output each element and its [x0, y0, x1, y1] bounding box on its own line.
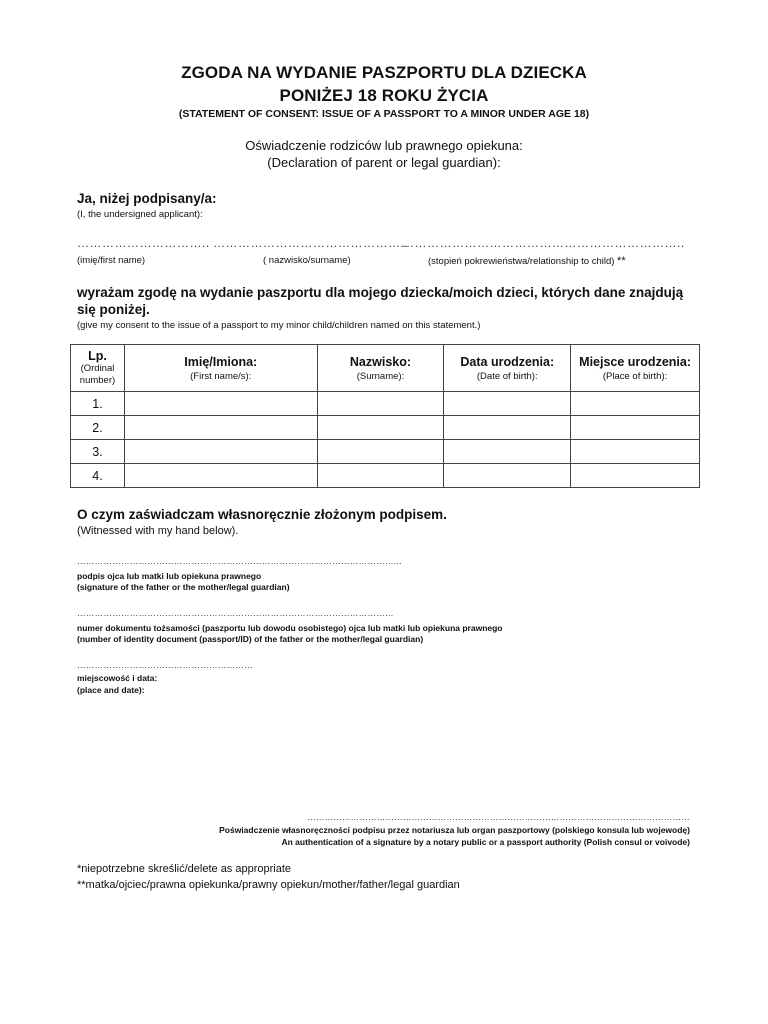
title-subtitle: (STATEMENT OF CONSENT: ISSUE OF A PASSPORT TO A MINOR UNDER AGE 18) [178, 108, 590, 120]
table-row [71, 416, 700, 440]
authentication-line-1: Poświadczenie własnoręczności podpisu przez notariusza lub organ paszportowy (polskiego konsula lub wojewodę) [219, 825, 690, 835]
row-number: 3. [71, 440, 125, 464]
cell-first-name[interactable] [124, 440, 317, 464]
table-row [71, 440, 700, 464]
cell-date-of-birth[interactable] [444, 440, 571, 464]
consent-line-1: wyrażam zgodę na wydanie paszportu dla mojego dziecka/moich dzieci, których dane znajdują [77, 285, 684, 300]
first-name-label: (imię/first name) [77, 255, 146, 266]
cell-first-name[interactable] [124, 392, 317, 416]
header-date-of-birth-main: Data urodzenia: [460, 354, 555, 369]
header-surname [317, 345, 444, 392]
header-surname-main: Nazwisko: [349, 354, 412, 369]
cell-surname[interactable] [317, 440, 444, 464]
place-date-field[interactable]: …………………………………………………… [77, 660, 253, 670]
title-line-1: ZGODA NA WYDANIE PASZPORTU DLA DZIECKA [181, 63, 587, 82]
id-document-field[interactable]: ……………………………………………………………………………………………… [77, 608, 394, 618]
place-date-label-en: (place and date): [77, 685, 145, 695]
relationship-label-text: (stopień pokrewieństwa/relationship to child) [428, 256, 615, 267]
cell-surname[interactable] [317, 464, 444, 488]
consent-english: (give my consent to the issue of a passport to my minor child/children named on this statement.) [77, 320, 481, 331]
header-ordinal-sub1: (Ordinal [80, 363, 115, 374]
cell-place-of-birth[interactable] [571, 416, 700, 440]
footnote-1: *niepotrzebne skreślić/delete as appropriate [77, 863, 292, 875]
row-number: 1. [71, 392, 125, 416]
table-header-row [71, 345, 700, 392]
applicant-heading-en: (I, the undersigned applicant): [77, 209, 203, 220]
header-date-of-birth-sub: (Date of birth): [476, 370, 538, 382]
header-ordinal [71, 345, 125, 392]
relationship-footnote-mark: ** [617, 255, 626, 267]
surname-field[interactable]: ……………………………………….. [213, 236, 409, 250]
header-surname-sub: (Surname): [356, 370, 405, 382]
place-date-label: miejscowość i data: [77, 673, 158, 683]
table-row [71, 392, 700, 416]
cell-first-name[interactable] [124, 464, 317, 488]
first-name-field[interactable]: ………………………….. [77, 236, 210, 250]
cell-date-of-birth[interactable] [444, 392, 571, 416]
table-row [71, 464, 700, 488]
header-ordinal-main: Lp. [88, 349, 107, 363]
row-number: 2. [71, 416, 125, 440]
header-place-of-birth-main: Miejsce urodzenia: [579, 354, 691, 369]
id-document-label: numer dokumentu tożsamości (paszportu lub dowodu osobistego) ojca lub matki lub opiekuna prawnego [77, 623, 503, 633]
cell-place-of-birth[interactable] [571, 392, 700, 416]
cell-place-of-birth[interactable] [571, 440, 700, 464]
cell-date-of-birth[interactable] [444, 464, 571, 488]
signature-label: podpis ojca lub matki lub opiekuna prawnego [77, 571, 262, 581]
surname-label: ( nazwisko/surname) [263, 255, 351, 266]
header-first-name-sub: (First name/s): [190, 370, 252, 382]
cell-first-name[interactable] [124, 416, 317, 440]
cell-date-of-birth[interactable] [444, 416, 571, 440]
authentication-line-2: An authentication of a signature by a notary public or a passport authority (Polish consul or voivode) [281, 837, 690, 847]
header-place-of-birth-sub: (Place of birth): [602, 370, 668, 382]
header-first-name-main: Imię/Imiona: [184, 354, 258, 369]
children-table [70, 344, 700, 488]
header-place-of-birth [571, 345, 700, 392]
id-document-label-en: (number of identity document (passport/ID) of the father or the mother/legal guardian) [77, 634, 424, 644]
declaration-line-1: Oświadczenie rodziców lub prawnego opiekuna: [245, 138, 523, 153]
cell-surname[interactable] [317, 416, 444, 440]
witness-english: (Witnessed with my hand below). [77, 525, 239, 537]
title-line-2: PONIŻEJ 18 ROKU ŻYCIA [279, 86, 489, 105]
witness-heading: O czym zaświadczam własnoręcznie złożonym podpisem. [77, 507, 447, 522]
header-ordinal-sub2: number) [79, 375, 116, 386]
footnote-2: **matka/ojciec/prawna opiekunka/prawny opiekun/mother/father/legal guardian [77, 879, 460, 891]
authentication-field[interactable]: …………………………………………………………………………………………………………………… [307, 812, 690, 822]
cell-surname[interactable] [317, 392, 444, 416]
signature-label-en: (signature of the father or the mother/legal guardian) [77, 582, 290, 592]
header-first-name [124, 345, 317, 392]
header-date-of-birth [444, 345, 571, 392]
relationship-field[interactable]: ………………………………………………………….. [402, 236, 685, 250]
relationship-label [428, 255, 626, 267]
consent-line-2: się poniżej. [77, 302, 150, 317]
declaration-line-2: (Declaration of parent or legal guardian): [267, 155, 501, 170]
row-number: 4. [71, 464, 125, 488]
applicant-heading: Ja, niżej podpisany/a: [77, 191, 217, 206]
signature-field[interactable]: ………………………………………………………………………………………………... [77, 556, 402, 566]
cell-place-of-birth[interactable] [571, 464, 700, 488]
